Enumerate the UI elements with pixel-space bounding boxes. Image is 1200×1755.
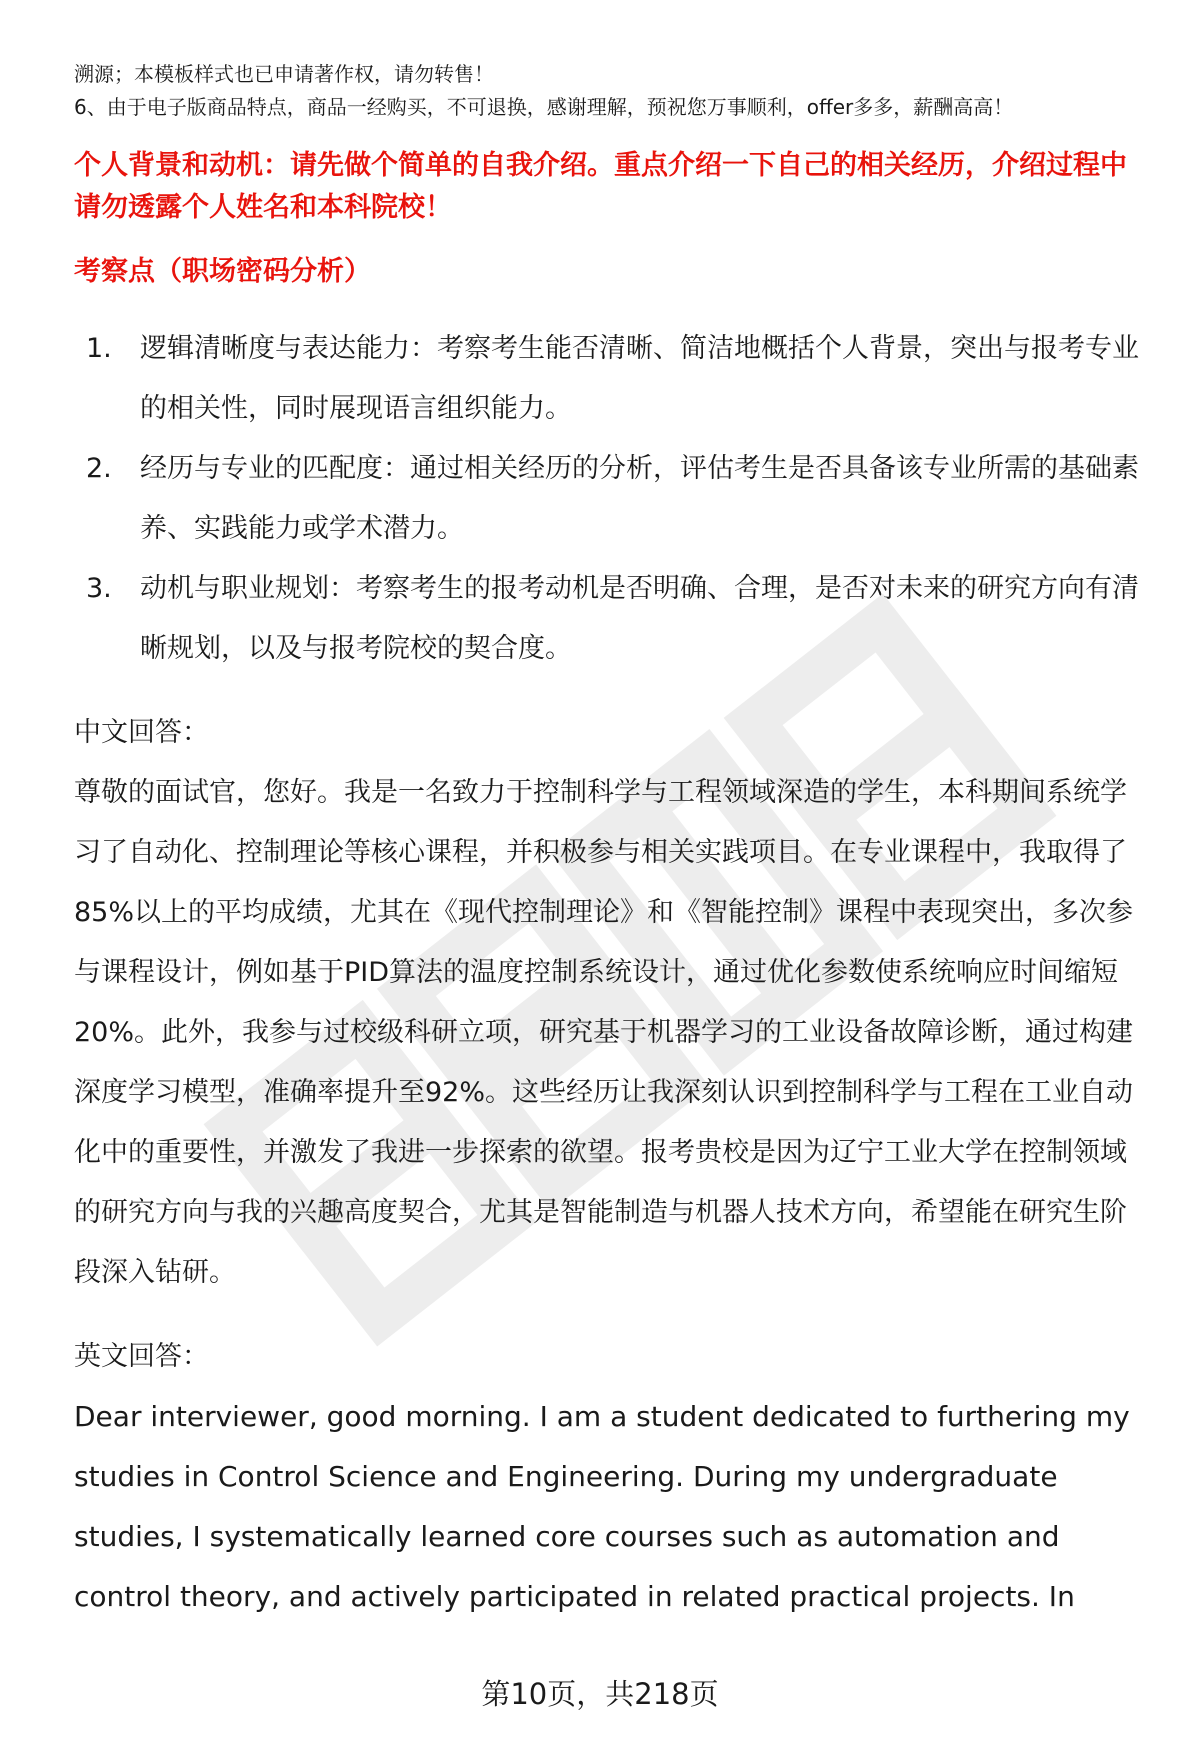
list-item	[74, 559, 1144, 679]
list-item-number: 2.	[86, 453, 112, 484]
notice-line-2: 6、由于电子版商品特点，商品一经购买，不可退换，感谢理解，预祝您万事顺利，offer多多，薪酬高高！	[74, 95, 1014, 119]
chinese-answer-label: 中文回答：	[74, 717, 209, 748]
list-item-text: 动机与职业规划：考察考生的报考动机是否明确、合理，是否对未来的研究方向有清晰规划，以及与报考院校的契合度。	[140, 573, 1139, 664]
notice-line-1: 溯源；本模板样式也已申请著作权，请勿转售！	[74, 62, 494, 86]
english-answer-label: 英文回答：	[74, 1341, 209, 1372]
list-item	[74, 439, 1144, 559]
points-heading: 考察点（职场密码分析）	[74, 256, 371, 287]
question-title: 个人背景和动机：请先做个简单的自我介绍。重点介绍一下自己的相关经历，介绍过程中请勿透露个人姓名和本科院校！	[74, 150, 1127, 223]
list-item-text: 经历与专业的匹配度：通过相关经历的分析，评估考生是否具备该专业所需的基础素养、实践能力或学术潜力。	[140, 453, 1139, 544]
list-item-number: 1.	[86, 333, 112, 364]
list-item	[74, 319, 1144, 439]
chinese-answer-text: 尊敬的面试官，您好。我是一名致力于控制科学与工程领域深造的学生，本科期间系统学习了自动化、控制理论等核心课程，并积极参与相关实践项目。在专业课程中，我取得了85%以上的平均成绩，尤其在《现代控制理论》和《智能控制》课程中表现突出，多次参与课程设计，例如基于PID算法的温度控制系统设计，通过优化参数使系统响应时间缩短20%。此外，我参与过校级科研立项，研究基于机器学习的工业设备故障诊断，通过构建深度学习模型，准确率提升至92%。这些经历让我深刻认识到控制科学与工程在工业自动化中的重要性，并激发了我进一步探索的欲望。报考贵校是因为辽宁工业大学在控制领域的研究方向与我的兴趣高度契合，尤其是智能制造与机器人技术方向，希望能在研究生阶段深入钻研。	[74, 777, 1134, 1288]
page-number-footer: 第10页，共218页	[481, 1677, 719, 1711]
document-page	[74, 58, 1144, 1627]
list-item-text: 逻辑清晰度与表达能力：考察考生能否清晰、简洁地概括个人背景，突出与报考专业的相关性，同时展现语言组织能力。	[140, 333, 1139, 424]
assessment-points-list	[74, 319, 1144, 679]
english-answer-text: Dear interviewer, good morning. I am a student dedicated to furthering my studies in Control Science and Engineering. During my undergraduate studies, I systematically learned core courses such as automation and control theory, and actively participated in related practical projects. In	[74, 1400, 1130, 1613]
list-item-number: 3.	[86, 573, 112, 604]
